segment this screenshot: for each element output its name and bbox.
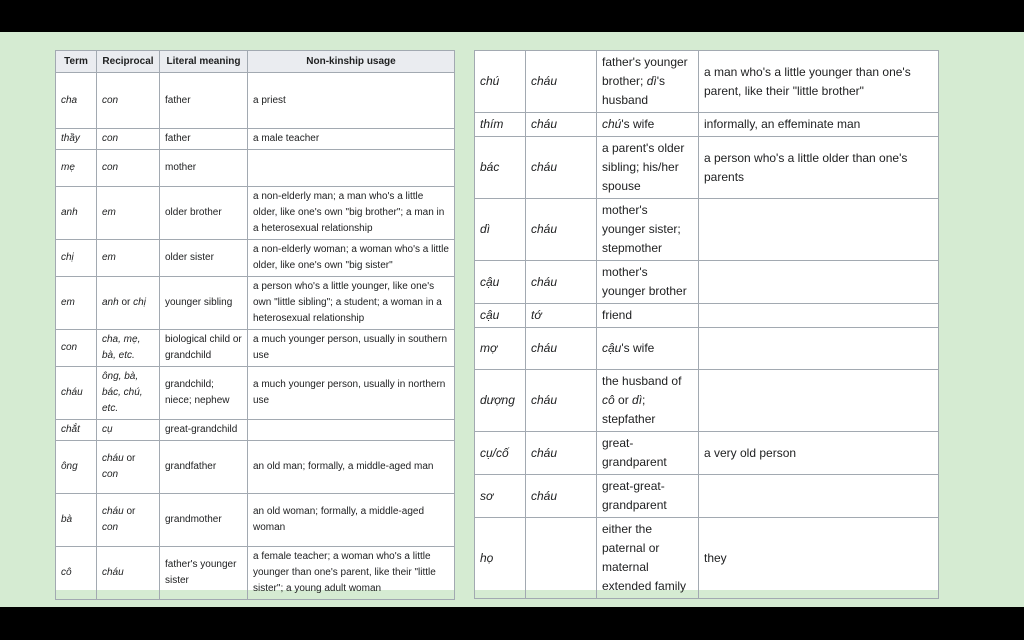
- cell-usage: a much younger person, usually in southern use: [248, 330, 455, 367]
- table-row: [475, 51, 939, 113]
- cell-term: cha: [56, 73, 97, 129]
- cell-usage: a non-elderly man; a man who's a little older, like one's own "big brother"; a man in a heterosexual relationship: [248, 187, 455, 240]
- table-row: [475, 370, 939, 432]
- reciprocal-or: or: [123, 453, 136, 464]
- cell-usage: an old man; formally, a middle-aged man: [248, 441, 455, 494]
- cell-term: chắt: [56, 420, 97, 441]
- cell-term: thím: [475, 113, 526, 137]
- table-row: [475, 475, 939, 518]
- cell-reciprocal: cháu: [526, 475, 597, 518]
- cell-reciprocal: cháu: [526, 328, 597, 370]
- cell-meaning: [597, 51, 699, 113]
- cell-reciprocal: ông, bà, bác, chú, etc.: [97, 367, 160, 420]
- cell-meaning: grandchild; niece; nephew: [160, 367, 248, 420]
- cell-term: dì: [475, 199, 526, 261]
- table-row: [56, 494, 455, 547]
- meaning-text: father's younger brother;: [602, 55, 688, 88]
- cell-term: cụ/cố: [475, 432, 526, 475]
- table-row: [475, 328, 939, 370]
- table-row: [475, 261, 939, 304]
- cell-term: họ: [475, 518, 526, 599]
- cell-meaning: mother's younger sister; stepmother: [597, 199, 699, 261]
- reciprocal-option: chị: [133, 297, 146, 308]
- cell-usage: [248, 150, 455, 187]
- cell-reciprocal: cháu: [526, 113, 597, 137]
- cell-term: bác: [475, 137, 526, 199]
- cell-term: cháu: [56, 367, 97, 420]
- cell-term: bà: [56, 494, 97, 547]
- cell-reciprocal: cụ: [97, 420, 160, 441]
- cell-meaning: grandmother: [160, 494, 248, 547]
- cell-meaning: father's younger sister: [160, 547, 248, 600]
- header-reciprocal: Reciprocal: [97, 51, 160, 73]
- cell-usage: informally, an effeminate man: [699, 113, 939, 137]
- reciprocal-option: anh: [102, 297, 119, 308]
- table-row: [56, 330, 455, 367]
- cell-meaning: [597, 370, 699, 432]
- cell-reciprocal: cháu: [526, 137, 597, 199]
- cell-reciprocal: cháu: [526, 199, 597, 261]
- cell-term: anh: [56, 187, 97, 240]
- cell-reciprocal: tớ: [526, 304, 597, 328]
- kinship-table-left-panel: [55, 50, 454, 594]
- table-row: [56, 187, 455, 240]
- meaning-term: chú: [602, 117, 622, 131]
- cell-usage: [248, 420, 455, 441]
- cell-meaning: biological child or grandchild: [160, 330, 248, 367]
- cell-meaning: mother's younger brother: [597, 261, 699, 304]
- cell-reciprocal: cháu: [526, 432, 597, 475]
- cell-usage: a male teacher: [248, 129, 455, 150]
- cell-usage: they: [699, 518, 939, 599]
- cell-term: chị: [56, 240, 97, 277]
- cell-reciprocal: con: [97, 73, 160, 129]
- cell-meaning: great-great-grandparent: [597, 475, 699, 518]
- cell-reciprocal: cha, mẹ, bà, etc.: [97, 330, 160, 367]
- cell-meaning: great-grandparent: [597, 432, 699, 475]
- cell-term: cô: [56, 547, 97, 600]
- meaning-text: or: [614, 393, 633, 407]
- cell-meaning: friend: [597, 304, 699, 328]
- cell-usage: a priest: [248, 73, 455, 129]
- table-row: [56, 277, 455, 330]
- table-row: [475, 518, 939, 599]
- cell-reciprocal: con: [97, 129, 160, 150]
- reciprocal-option: cháu: [102, 453, 124, 464]
- cell-meaning: mother: [160, 150, 248, 187]
- meaning-text: 's husband: [602, 74, 666, 107]
- cell-meaning: [597, 113, 699, 137]
- cell-usage: [699, 370, 939, 432]
- table-row: [475, 304, 939, 328]
- cell-term: con: [56, 330, 97, 367]
- meaning-text: 's wife: [621, 117, 655, 131]
- cell-meaning: grandfather: [160, 441, 248, 494]
- kinship-table-right: [474, 50, 939, 599]
- cell-usage: [699, 328, 939, 370]
- cell-reciprocal: cháu: [97, 547, 160, 600]
- cell-usage: [699, 304, 939, 328]
- cell-reciprocal: [97, 494, 160, 547]
- cell-reciprocal: con: [97, 150, 160, 187]
- cell-meaning: younger sibling: [160, 277, 248, 330]
- slide-background: [0, 32, 1024, 607]
- cell-usage: a very old person: [699, 432, 939, 475]
- cell-term: em: [56, 277, 97, 330]
- cell-term: cậu: [475, 261, 526, 304]
- table-row: [475, 137, 939, 199]
- cell-meaning: father: [160, 129, 248, 150]
- cell-term: dượng: [475, 370, 526, 432]
- cell-usage: a much younger person, usually in northern use: [248, 367, 455, 420]
- header-non-kinship-usage: Non-kinship usage: [248, 51, 455, 73]
- table-row: [56, 367, 455, 420]
- cell-reciprocal: em: [97, 187, 160, 240]
- cell-meaning: older sister: [160, 240, 248, 277]
- cell-usage: [699, 475, 939, 518]
- cell-reciprocal: cháu: [526, 370, 597, 432]
- cell-reciprocal: cháu: [526, 51, 597, 113]
- reciprocal-option: con: [102, 522, 119, 533]
- table-header-row: [56, 51, 455, 73]
- table-row: [56, 129, 455, 150]
- cell-term: chú: [475, 51, 526, 113]
- cell-reciprocal: em: [97, 240, 160, 277]
- header-literal-meaning: Literal meaning: [160, 51, 248, 73]
- cell-term: mẹ: [56, 150, 97, 187]
- cell-reciprocal: cháu: [526, 261, 597, 304]
- cell-meaning: great-grandchild: [160, 420, 248, 441]
- table-row: [56, 73, 455, 129]
- kinship-table-left: [55, 50, 455, 600]
- cell-term: mợ: [475, 328, 526, 370]
- cell-reciprocal: [526, 518, 597, 599]
- reciprocal-option: cháu: [102, 506, 124, 517]
- cell-meaning: [597, 328, 699, 370]
- table-row: [475, 432, 939, 475]
- header-term: Term: [56, 51, 97, 73]
- cell-usage: a female teacher; a woman who's a little younger than one's parent, like their "little sister"; a young adult woman: [248, 547, 455, 600]
- table-row: [56, 420, 455, 441]
- cell-term: ông: [56, 441, 97, 494]
- table-row: [56, 441, 455, 494]
- cell-meaning: either the paternal or maternal extended family: [597, 518, 699, 599]
- table-row: [56, 150, 455, 187]
- cell-meaning: father: [160, 73, 248, 129]
- cell-usage: a person who's a little older than one's parents: [699, 137, 939, 199]
- cell-usage: a man who's a little younger than one's parent, like their "little brother": [699, 51, 939, 113]
- cell-reciprocal: [97, 277, 160, 330]
- reciprocal-or: or: [123, 506, 136, 517]
- cell-usage: an old woman; formally, a middle-aged woman: [248, 494, 455, 547]
- cell-reciprocal: [97, 441, 160, 494]
- table-row: [475, 199, 939, 261]
- cell-term: thầy: [56, 129, 97, 150]
- meaning-text: 's wife: [621, 341, 655, 355]
- cell-usage: a person who's a little younger, like one's own "little sibling"; a student; a woman in a heterosexual relationship: [248, 277, 455, 330]
- cell-usage: a non-elderly woman; a woman who's a little older, like one's own "big sister": [248, 240, 455, 277]
- cell-term: cậu: [475, 304, 526, 328]
- cell-usage: [699, 261, 939, 304]
- meaning-term: cậu: [602, 341, 622, 355]
- reciprocal-or: or: [118, 297, 134, 308]
- cell-usage: [699, 199, 939, 261]
- table-row: [56, 547, 455, 600]
- table-row: [56, 240, 455, 277]
- cell-meaning: a parent's older sibling; his/her spouse: [597, 137, 699, 199]
- table-row: [475, 113, 939, 137]
- meaning-text: ; stepfather: [602, 393, 656, 426]
- meaning-term: cô: [602, 393, 615, 407]
- reciprocal-option: con: [102, 469, 119, 480]
- meaning-text: the husband of: [602, 374, 682, 388]
- meaning-term: dì: [632, 393, 643, 407]
- meaning-term: dì: [646, 74, 657, 88]
- kinship-table-right-panel: [474, 50, 938, 593]
- cell-term: sơ: [475, 475, 526, 518]
- cell-meaning: older brother: [160, 187, 248, 240]
